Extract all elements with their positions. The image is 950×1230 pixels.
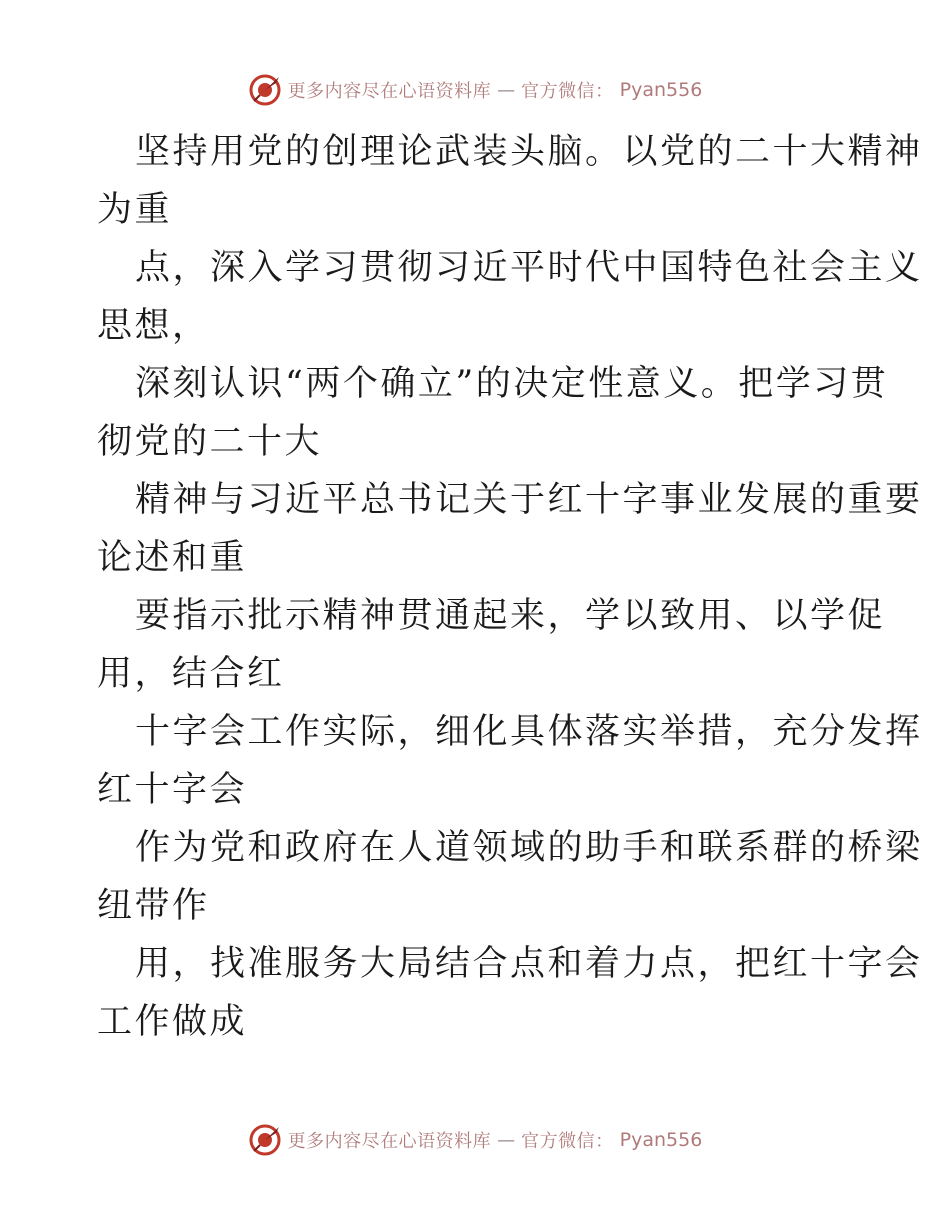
body-line: 用，结合红 xyxy=(97,654,285,694)
body-line: 精神与习近平总书记关于红十字事业发展的重要 xyxy=(135,480,923,520)
body-line: 作为党和政府在人道领域的助手和联系群的桥梁 xyxy=(135,828,923,868)
body-line: 要指示批示精神贯通起来，学以致用、以学促 xyxy=(135,596,886,636)
body-line: 工作做成 xyxy=(97,1002,248,1042)
quill-logo-icon xyxy=(248,1123,282,1157)
footer-wechat-label: 官方微信： xyxy=(521,1131,614,1152)
header-wechat-id: Pyan556 xyxy=(619,79,703,101)
header-watermark xyxy=(0,70,950,110)
body-line: 十字会工作实际，细化具体落实举措，充分发挥 xyxy=(135,712,923,752)
footer-watermark xyxy=(0,1120,950,1160)
body-line: 论述和重 xyxy=(97,538,248,578)
quill-logo-icon xyxy=(248,73,282,107)
body-line: 坚持用党的创理论武装头脑。以党的二十大精神 xyxy=(135,132,923,172)
body-line: 思想， xyxy=(97,306,210,346)
body-line: 为重 xyxy=(97,190,173,230)
footer-wechat-id: Pyan556 xyxy=(619,1129,703,1151)
header-brand: 更多内容尽在心语资料库 xyxy=(287,81,492,102)
footer-brand: 更多内容尽在心语资料库 xyxy=(287,1131,492,1152)
header-wechat-label: 官方微信： xyxy=(521,81,614,102)
body-line: 点，深入学习贯彻习近平时代中国特色社会主义 xyxy=(135,248,923,288)
body-line: 深刻认识“两个确立”的决定性意义。把学习贯 xyxy=(135,364,889,404)
body-line: 彻党的二十大 xyxy=(97,422,323,462)
footer-separator: — xyxy=(497,1129,516,1151)
body-line: 红十字会 xyxy=(97,770,248,810)
document-body xyxy=(97,123,923,1051)
body-line: 纽带作 xyxy=(97,886,210,926)
header-separator: — xyxy=(497,79,516,101)
body-line: 用，找准服务大局结合点和着力点，把红十字会 xyxy=(135,944,923,984)
